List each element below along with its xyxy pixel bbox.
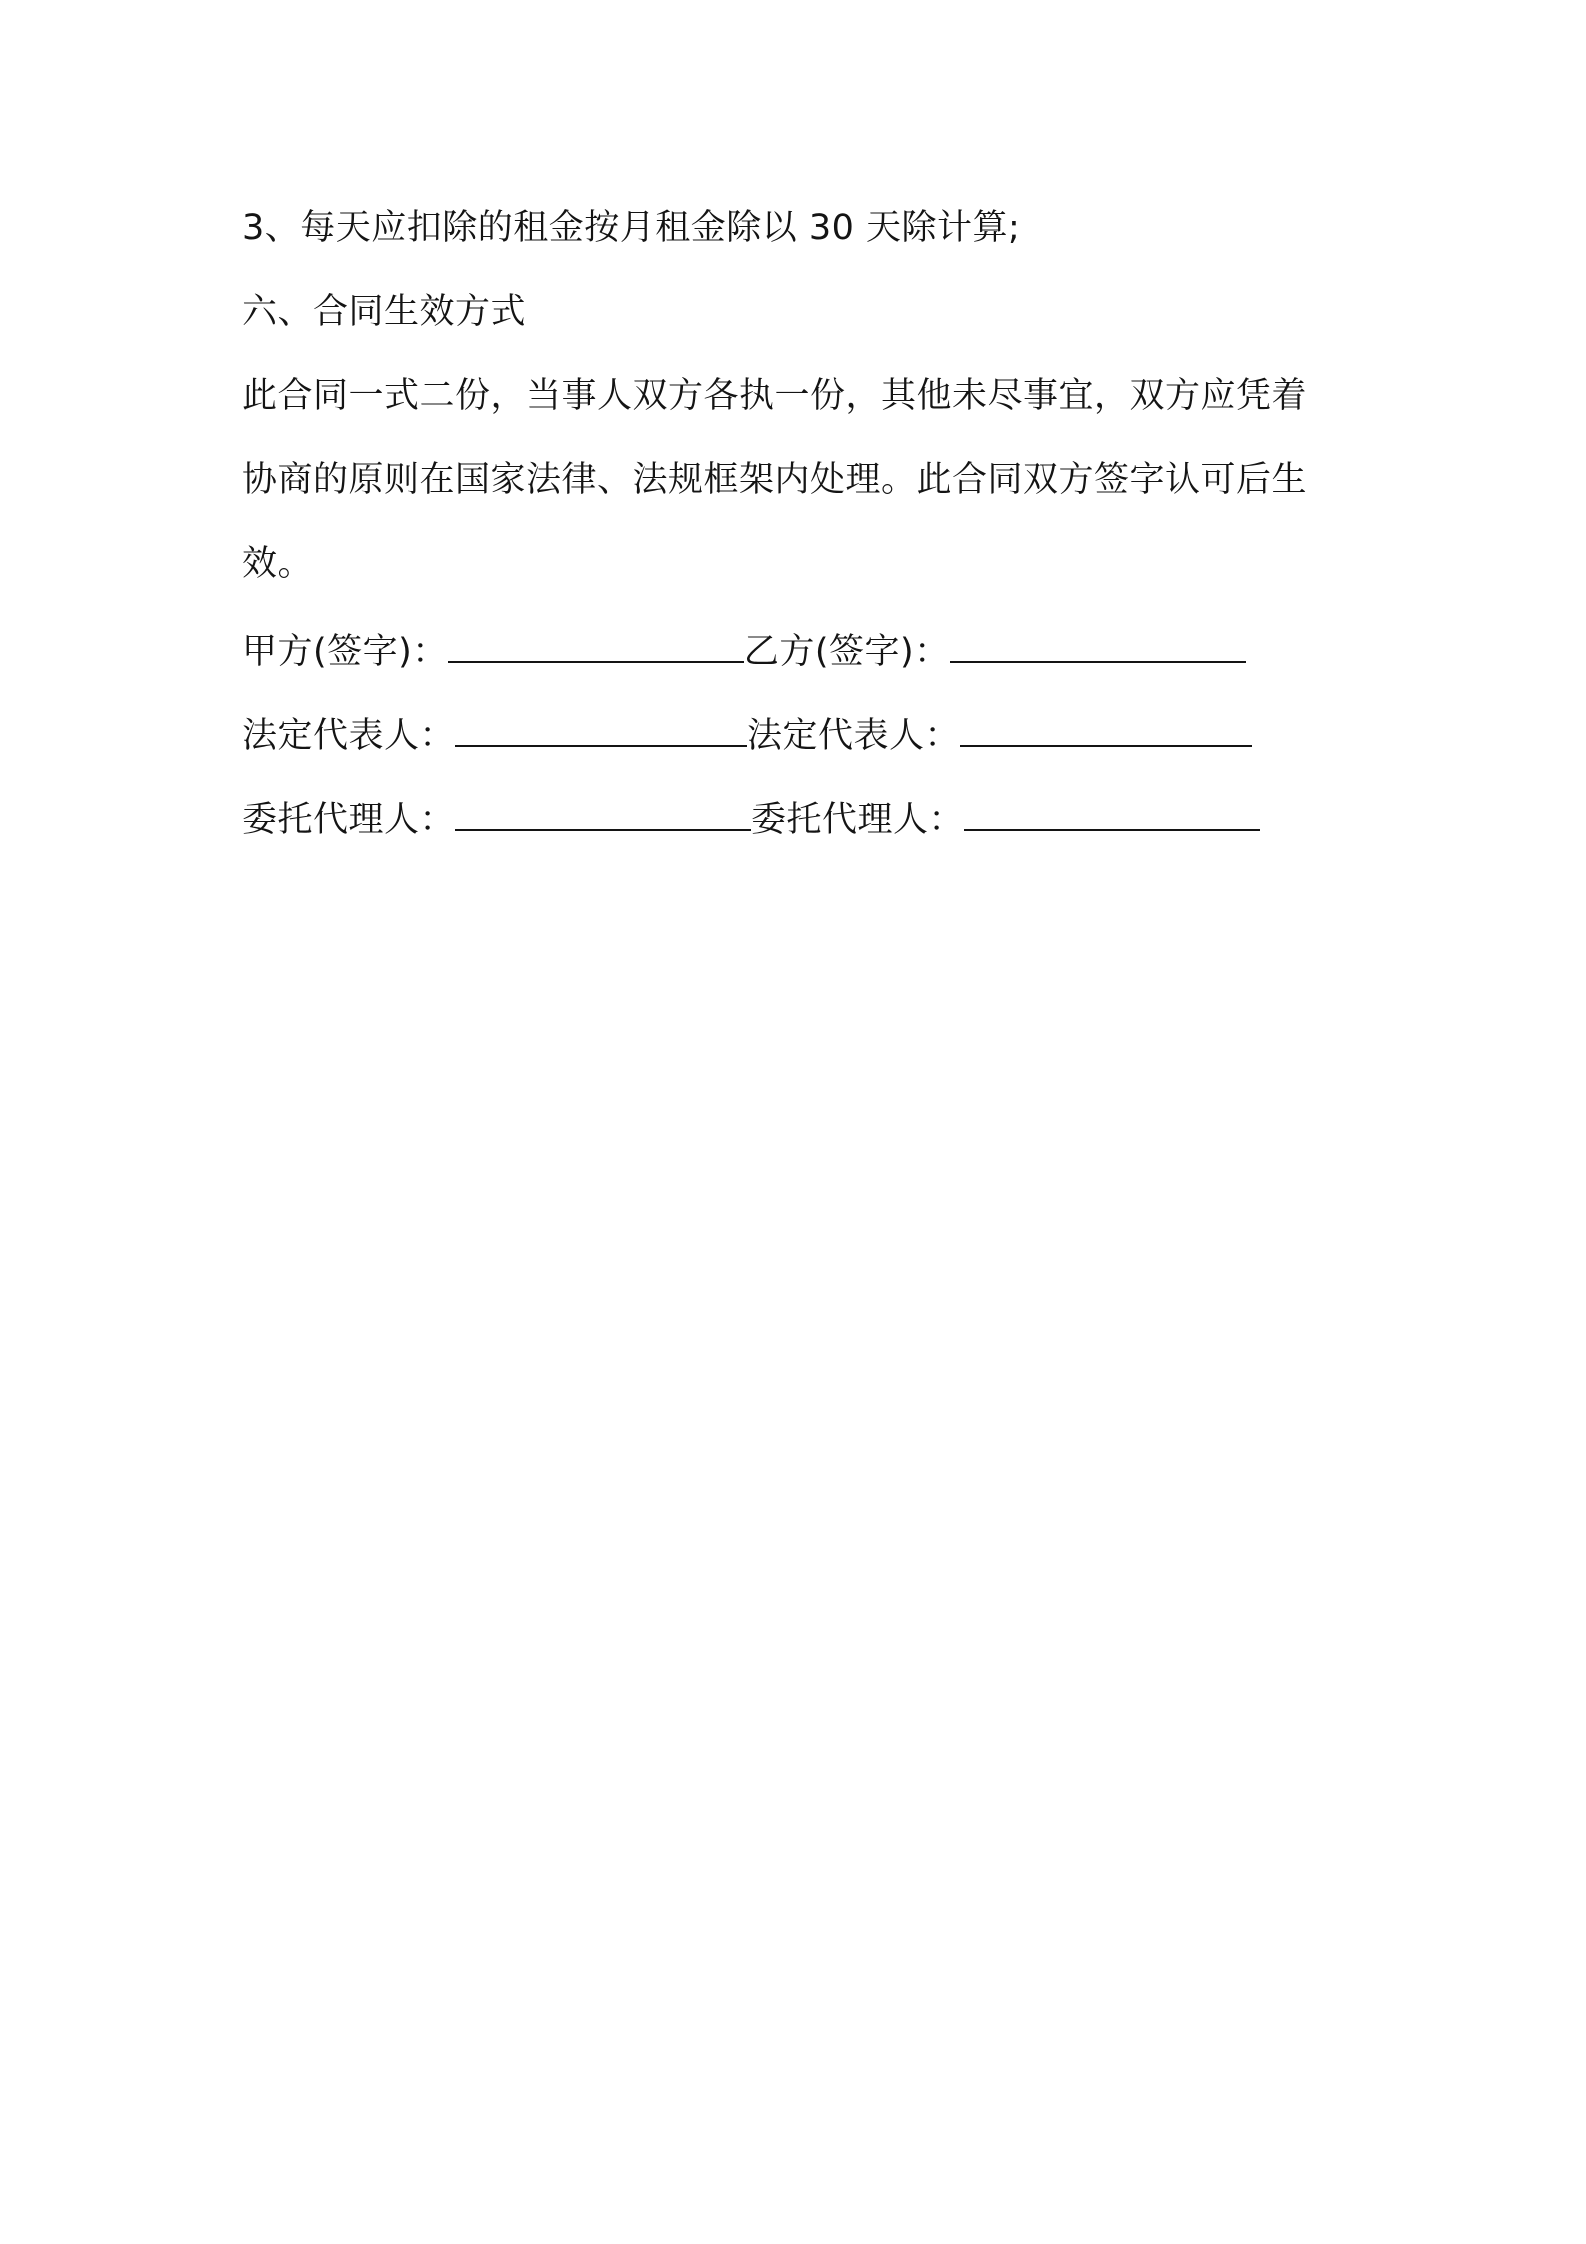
party-b-agent-label: 委托代理人：	[751, 800, 965, 840]
party-a-agent-label: 委托代理人：	[242, 800, 456, 840]
party-b-signature-blank	[950, 631, 1246, 663]
body-text-line: 协商的原则在国家法律、法规框架内处理。此合同双方签字认可后生	[242, 460, 1308, 500]
party-b-signature-label: 乙方(签字)：	[743, 632, 950, 672]
party-a-signature-label: 甲方(签字)：	[242, 632, 448, 672]
clause-3-text: 3、每天应扣除的租金按月租金除以 30 天除计算;	[242, 208, 1021, 248]
party-a-legal-rep-blank	[455, 715, 747, 747]
party-a-legal-rep-label: 法定代表人：	[242, 716, 456, 756]
signature-row-agent	[242, 798, 1260, 842]
party-b-legal-rep-label: 法定代表人：	[747, 716, 961, 756]
party-a-agent-blank	[455, 799, 751, 831]
body-text-line: 效。	[242, 544, 314, 584]
party-b-legal-rep-blank	[960, 715, 1252, 747]
signature-row-legal-rep	[242, 714, 1252, 758]
signature-row-party	[242, 630, 1246, 674]
party-a-signature-blank	[448, 631, 744, 663]
party-b-agent-blank	[964, 799, 1260, 831]
body-text-line: 此合同一式二份，当事人双方各执一份，其他未尽事宜，双方应凭着	[242, 376, 1308, 416]
section-heading-six: 六、合同生效方式	[242, 292, 527, 332]
